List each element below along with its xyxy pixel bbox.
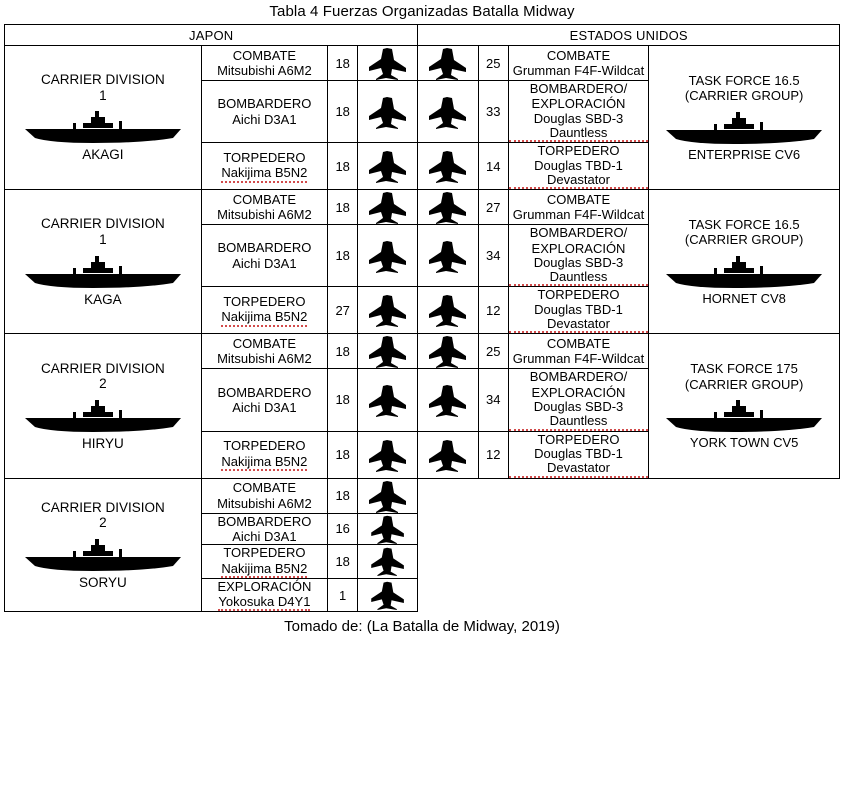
aircraft-model: Nakijima B5N2 <box>221 455 307 471</box>
aircraft-count: 18 <box>328 190 358 225</box>
japan-ship-akagi <box>5 46 202 190</box>
ship-name: ENTERPRISE CV6 <box>688 146 801 162</box>
airplane-icon <box>367 383 409 417</box>
airplane-icon <box>367 546 409 576</box>
aircraft-role: COMBATE <box>546 47 611 63</box>
airplane-icon <box>367 580 409 610</box>
aircraft-count: 18 <box>328 225 358 287</box>
aircraft-count: 27 <box>328 287 358 334</box>
aircraft-count: 18 <box>328 46 358 81</box>
aircraft-role: COMBATE <box>546 191 611 207</box>
aircraft-model: Mitsubishi A6M2 <box>217 63 312 78</box>
aircraft-role: TORPEDERO <box>537 431 620 447</box>
division-number: 2 <box>99 376 107 392</box>
aircraft-model: Aichi D3A1 <box>232 111 297 127</box>
airplane-cell <box>418 46 478 81</box>
aircraft-type <box>201 369 327 431</box>
aircraft-model: Nakijima B5N2 <box>221 562 307 578</box>
airplane-icon <box>367 46 409 80</box>
aircraft-model: Douglas TBD-1 Devastator <box>509 159 648 190</box>
airplane-icon <box>427 149 469 183</box>
division-label: CARRIER DIVISION <box>40 360 165 376</box>
aircraft-type <box>508 190 648 225</box>
division-label: CARRIER DIVISION <box>40 72 165 88</box>
aircraft-role: COMBATE <box>232 336 297 352</box>
aircraft-count: 16 <box>328 513 358 545</box>
aircraft-role: BOMBARDERO/ EXPLORACIÓN <box>529 225 628 256</box>
airplane-cell <box>418 225 478 287</box>
aircraft-type <box>201 334 327 369</box>
airplane-cell <box>358 225 418 287</box>
aircraft-count: 25 <box>478 46 508 81</box>
airplane-cell <box>358 431 418 478</box>
aircraft-type <box>201 287 327 334</box>
usa-ship-yorktown <box>649 334 840 478</box>
aircraft-model: Yokosuka D4Y1 <box>218 595 310 611</box>
airplane-cell <box>418 81 478 143</box>
aircraft-type <box>508 143 648 190</box>
airplane-icon <box>427 293 469 327</box>
aircraft-type <box>201 46 327 81</box>
division-label: CARRIER DIVISION <box>40 499 165 515</box>
aircraft-model: Aichi D3A1 <box>232 528 297 544</box>
airplane-cell <box>358 334 418 369</box>
aircraft-type <box>508 369 648 431</box>
aircraft-count: 18 <box>328 81 358 143</box>
aircraft-type <box>508 81 648 143</box>
division-number: 1 <box>99 232 107 247</box>
division-number: 2 <box>99 515 107 531</box>
carrier-silhouette-icon <box>664 250 824 290</box>
aircraft-type <box>201 578 327 612</box>
carrier-silhouette-icon <box>23 105 183 145</box>
airplane-cell <box>358 478 418 513</box>
airplane-cell <box>358 545 418 579</box>
usa-ship-hornet <box>649 190 840 334</box>
aircraft-role: COMBATE <box>546 336 611 352</box>
aircraft-count: 27 <box>478 190 508 225</box>
aircraft-model: Douglas TBD-1 Devastator <box>509 303 648 334</box>
ship-name: KAGA <box>84 291 122 307</box>
aircraft-count: 18 <box>328 431 358 478</box>
airplane-icon <box>427 239 469 273</box>
aircraft-type <box>508 225 648 287</box>
aircraft-count: 34 <box>478 369 508 431</box>
airplane-icon <box>427 190 469 224</box>
aircraft-role: BOMBARDERO/ EXPLORACIÓN <box>529 81 628 112</box>
carrier-silhouette-icon <box>664 394 824 434</box>
airplane-cell <box>358 81 418 143</box>
airplane-cell <box>358 287 418 334</box>
airplane-cell <box>358 513 418 545</box>
aircraft-type <box>508 46 648 81</box>
task-force-label: TASK FORCE 16.5 <box>688 72 800 88</box>
ship-name: HIRYU <box>81 435 124 451</box>
empty-region <box>418 478 840 612</box>
airplane-icon <box>367 149 409 183</box>
aircraft-model: Grumman F4F-Wildcat <box>512 63 645 78</box>
aircraft-type <box>201 431 327 478</box>
airplane-cell <box>358 578 418 612</box>
aircraft-model: Douglas TBD-1 Devastator <box>509 447 648 478</box>
header-usa: ESTADOS UNIDOS <box>418 25 840 46</box>
table-row <box>5 334 840 369</box>
airplane-cell <box>358 143 418 190</box>
airplane-icon <box>367 293 409 327</box>
aircraft-count: 18 <box>328 478 358 513</box>
airplane-icon <box>367 514 409 544</box>
japan-ship-hiryu <box>5 334 202 478</box>
airplane-icon <box>367 239 409 273</box>
carrier-silhouette-icon <box>664 106 824 146</box>
aircraft-type <box>201 545 327 579</box>
airplane-icon <box>367 334 409 368</box>
task-force-label: TASK FORCE 175 <box>690 361 798 377</box>
aircraft-type <box>201 190 327 225</box>
japan-ship-kaga <box>5 190 202 334</box>
aircraft-type <box>201 81 327 143</box>
airplane-cell <box>358 369 418 431</box>
aircraft-role: TORPEDERO <box>223 438 306 454</box>
aircraft-count: 18 <box>328 334 358 369</box>
usa-ship-enterprise <box>649 46 840 190</box>
aircraft-count: 18 <box>328 545 358 579</box>
aircraft-count: 12 <box>478 287 508 334</box>
airplane-cell <box>418 287 478 334</box>
aircraft-model: Aichi D3A1 <box>232 255 297 271</box>
japan-ship-soryu <box>5 478 202 612</box>
ship-name: HORNET CV8 <box>702 291 786 307</box>
airplane-icon <box>367 438 409 472</box>
aircraft-role: COMBATE <box>232 47 297 63</box>
carrier-silhouette-icon <box>23 533 183 573</box>
ship-name: AKAGI <box>82 147 124 163</box>
division-number: 1 <box>99 87 107 103</box>
ship-name: YORK TOWN CV5 <box>689 435 799 451</box>
airplane-icon <box>367 95 409 129</box>
airplane-cell <box>418 190 478 225</box>
aircraft-model: Mitsubishi A6M2 <box>217 207 312 223</box>
table-caption-top: Tabla 4 Fuerzas Organizadas Batalla Midway <box>269 3 575 20</box>
airplane-icon <box>367 190 409 224</box>
aircraft-count: 12 <box>478 431 508 478</box>
table-header-row <box>5 25 840 46</box>
table-row <box>5 46 840 81</box>
aircraft-count: 25 <box>478 334 508 369</box>
airplane-cell <box>358 46 418 81</box>
aircraft-count: 18 <box>328 369 358 431</box>
aircraft-model: Nakijima B5N2 <box>221 310 307 326</box>
aircraft-role: TORPEDERO <box>537 143 620 159</box>
aircraft-role: BOMBARDERO <box>217 96 312 112</box>
airplane-icon <box>427 383 469 417</box>
aircraft-type <box>201 513 327 545</box>
table-caption-bottom: Tomado de: (La Batalla de Midway, 2019) <box>284 618 560 636</box>
aircraft-model: Mitsubishi A6M2 <box>217 351 312 367</box>
aircraft-role: BOMBARDERO <box>217 384 312 400</box>
airplane-cell <box>418 431 478 478</box>
aircraft-model: Nakijima B5N2 <box>221 166 307 182</box>
airplane-icon <box>427 438 469 472</box>
airplane-cell <box>358 190 418 225</box>
carrier-group-label: (CARRIER GROUP) <box>684 232 804 248</box>
aircraft-role: BOMBARDERO <box>217 240 312 256</box>
header-japan: JAPON <box>5 25 418 46</box>
aircraft-count: 33 <box>478 81 508 143</box>
airplane-icon <box>427 95 469 129</box>
aircraft-count: 14 <box>478 143 508 190</box>
aircraft-type <box>201 143 327 190</box>
aircraft-count: 34 <box>478 225 508 287</box>
division-label: CARRIER DIVISION <box>40 216 165 232</box>
aircraft-model: Aichi D3A1 <box>232 399 297 415</box>
aircraft-count: 1 <box>328 578 358 612</box>
aircraft-model: Grumman F4F-Wildcat <box>512 207 645 223</box>
aircraft-model: Douglas SBD-3 Dauntless <box>509 112 648 143</box>
aircraft-type <box>508 431 648 478</box>
carrier-silhouette-icon <box>23 394 183 434</box>
aircraft-model: Grumman F4F-Wildcat <box>512 351 645 367</box>
aircraft-role: COMBATE <box>232 191 297 207</box>
aircraft-role: EXPLORACIÓN <box>217 578 312 594</box>
airplane-cell <box>418 143 478 190</box>
airplane-icon <box>427 46 469 80</box>
aircraft-role: TORPEDERO <box>223 149 306 165</box>
aircraft-role: TORPEDERO <box>223 294 306 310</box>
airplane-cell <box>418 334 478 369</box>
carrier-group-label: (CARRIER GROUP) <box>684 376 804 392</box>
aircraft-type <box>508 334 648 369</box>
carrier-silhouette-icon <box>23 250 183 290</box>
aircraft-count: 18 <box>328 143 358 190</box>
carrier-group-label: (CARRIER GROUP) <box>684 88 804 104</box>
aircraft-role: BOMBARDERO/ EXPLORACIÓN <box>529 369 628 400</box>
aircraft-role: BOMBARDERO <box>217 513 312 529</box>
airplane-icon <box>427 334 469 368</box>
airplane-icon <box>367 479 409 513</box>
aircraft-role: COMBATE <box>232 480 297 496</box>
aircraft-role: TORPEDERO <box>223 545 306 561</box>
ship-name: SORYU <box>78 574 127 590</box>
task-force-label: TASK FORCE 16.5 <box>688 216 800 232</box>
aircraft-model: Douglas SBD-3 Dauntless <box>509 256 648 287</box>
table-row <box>5 478 840 513</box>
aircraft-type <box>201 225 327 287</box>
forces-table <box>4 24 840 612</box>
aircraft-type <box>201 478 327 513</box>
aircraft-model: Mitsubishi A6M2 <box>217 495 312 511</box>
aircraft-role: TORPEDERO <box>537 287 620 303</box>
aircraft-model: Douglas SBD-3 Dauntless <box>509 400 648 431</box>
airplane-cell <box>418 369 478 431</box>
table-row <box>5 190 840 225</box>
aircraft-type <box>508 287 648 334</box>
